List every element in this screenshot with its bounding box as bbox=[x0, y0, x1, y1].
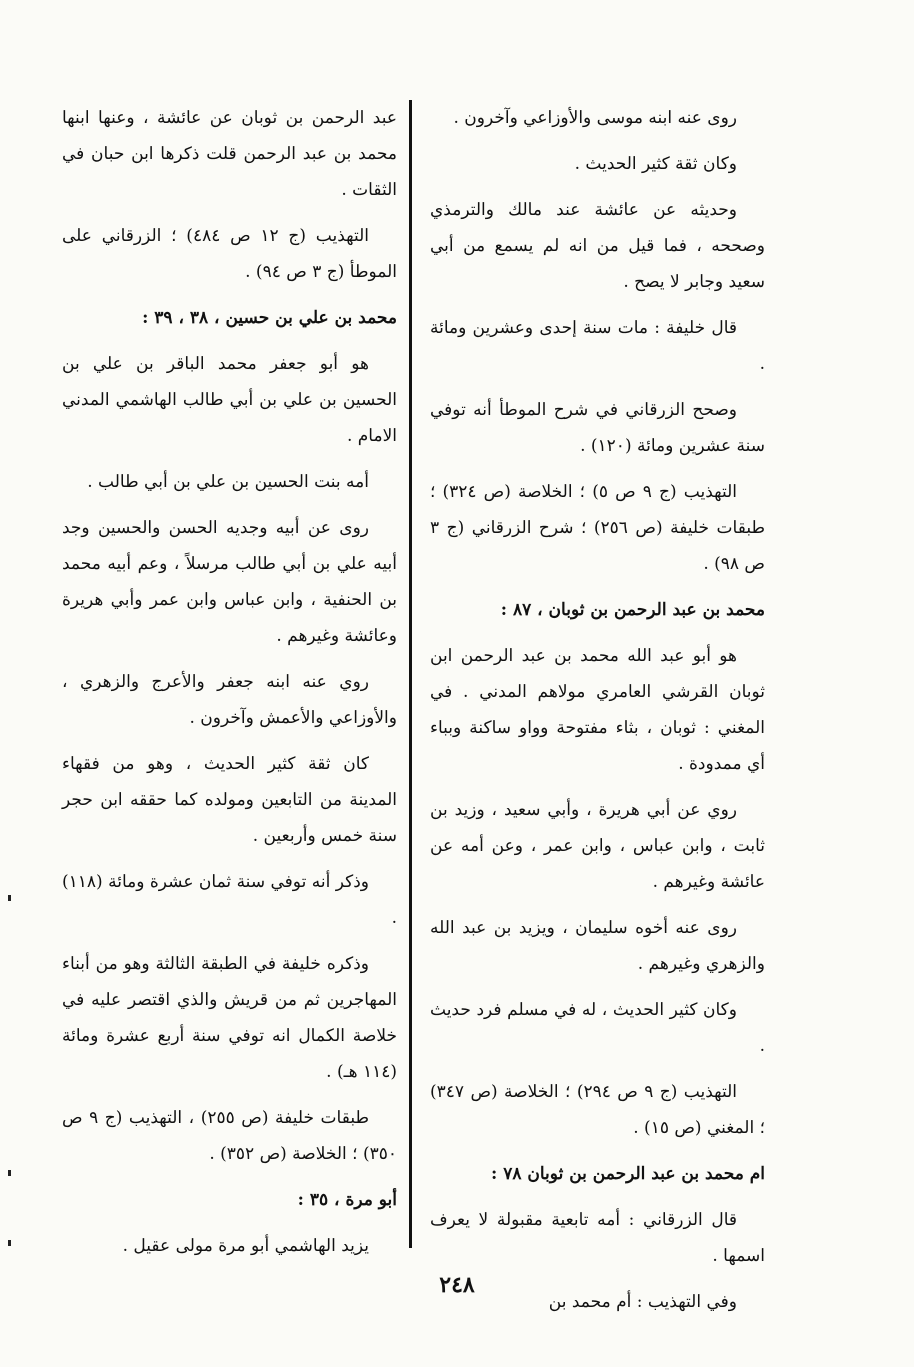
paragraph: طبقات خليفة (ص ٢٥٥) ، التهذيب (ج ٩ ص ٣٥٠) ؛ الخلاصة (ص ٣٥٢) . bbox=[62, 1108, 397, 1164]
paragraph: وكان ثقة كثير الحديث . bbox=[574, 154, 737, 174]
paragraph: وصحح الزرقاني في شرح الموطأ أنه توفي سنة عشرين ومائة (١٢٠) . bbox=[430, 400, 765, 456]
right-column bbox=[430, 100, 765, 1330]
paragraph: وكان كثير الحديث ، له في مسلم فرد حديث . bbox=[430, 1000, 765, 1056]
paragraph: التهذيب (ج ٩ ص ٢٩٤) ؛ الخلاصة (ص ٣٤٧) ؛ المغني (ص ١٥) . bbox=[430, 1082, 765, 1138]
paragraph: وحديثه عن عائشة عند مالك والترمذي وصححه ، فما قيل من انه لم يسمع من أبي سعيد وجابر لا يصح . bbox=[430, 200, 765, 292]
paragraph: روي عنه ابنه جعفر والأعرج والزهري ، والأوزاعي والأعمش وآخرون . bbox=[62, 672, 397, 728]
scan-speck bbox=[8, 895, 11, 901]
entry-heading: محمد بن علي بن حسين ، ٣٨ ، ٣٩ : bbox=[142, 308, 397, 328]
entry-heading: محمد بن عبد الرحمن بن ثوبان ، ٨٧ : bbox=[500, 600, 765, 620]
column-divider bbox=[409, 100, 412, 1248]
scan-speck bbox=[8, 1240, 11, 1246]
paragraph: قال الزرقاني : أمه تابعية مقبولة لا يعرف اسمها . bbox=[430, 1210, 765, 1266]
paragraph: روى عنه ابنه موسى والأوزاعي وآخرون . bbox=[453, 108, 737, 128]
entry-heading: أبو مرة ، ٣٥ : bbox=[297, 1190, 397, 1210]
paragraph: روى عنه أخوه سليمان ، ويزيد بن عبد الله والزهري وغيرهم . bbox=[430, 918, 765, 974]
paragraph: قال خليفة : مات سنة إحدى وعشرين ومائة . bbox=[430, 318, 765, 374]
entry-heading: ام محمد بن عبد الرحمن بن ثوبان ٧٨ : bbox=[491, 1164, 765, 1184]
paragraph: التهذيب (ج ١٢ ص ٤٨٤) ؛ الزرقاني على الموطأ (ج ٣ ص ٩٤) . bbox=[62, 226, 397, 282]
paragraph: هو أبو جعفر محمد الباقر بن علي بن الحسين بن علي بن أبي طالب الهاشمي المدني الامام . bbox=[62, 354, 397, 446]
paragraph: أمه بنت الحسين بن علي بن أبي طالب . bbox=[87, 472, 369, 492]
paragraph: روى عن أبيه وجديه الحسن والحسين وجد أبيه علي بن أبي طالب مرسلاً ، وعم أبيه محمد بن الحنفية ، وابن عباس وابن عمر وأبي هريرة وعائشة وغيرهم . bbox=[62, 518, 397, 646]
paragraph: روي عن أبي هريرة ، وأبي سعيد ، وزيد بن ثابت ، وابن عباس ، وابن عمر ، وعن أمه عن عائشة وغيرهم . bbox=[430, 800, 765, 892]
paragraph: كان ثقة كثير الحديث ، وهو من فقهاء المدينة من التابعين ومولده كما حققه ابن حجر سنة خمس وأربعين . bbox=[62, 754, 397, 846]
paragraph: هو أبو عبد الله محمد بن عبد الرحمن ابن ثوبان القرشي العامري مولاهم المدني . في المغني : ثوبان ، بثاء مفتوحة وواو ساكنة وبباء أي ممدودة . bbox=[430, 646, 765, 774]
left-column bbox=[62, 100, 397, 1274]
paragraph: التهذيب (ج ٩ ص ٥) ؛ الخلاصة (ص ٣٢٤) ؛ طبقات خليفة (ص ٢٥٦) ؛ شرح الزرقاني (ج ٣ ص ٩٨) . bbox=[430, 482, 765, 574]
scan-speck bbox=[8, 1170, 11, 1176]
paragraph: يزيد الهاشمي أبو مرة مولى عقيل . bbox=[122, 1236, 369, 1256]
paragraph: وذكر أنه توفي سنة ثمان عشرة ومائة (١١٨) . bbox=[62, 872, 397, 928]
page-number: ٢٤٨ bbox=[439, 1272, 475, 1298]
paragraph: وفي التهذيب : أم محمد بن bbox=[548, 1292, 737, 1312]
paragraph: وذكره خليفة في الطبقة الثالثة وهو من أبناء المهاجرين ثم من قريش والذي اقتصر عليه في خلاصة الكمال انه توفي سنة أربع عشرة ومائة (١١٤ هـ) . bbox=[62, 954, 397, 1082]
paragraph: عبد الرحمن بن ثوبان عن عائشة ، وعنها ابنها محمد بن عبد الرحمن قلت ذكرها ابن حبان في الثقات . bbox=[62, 108, 397, 200]
